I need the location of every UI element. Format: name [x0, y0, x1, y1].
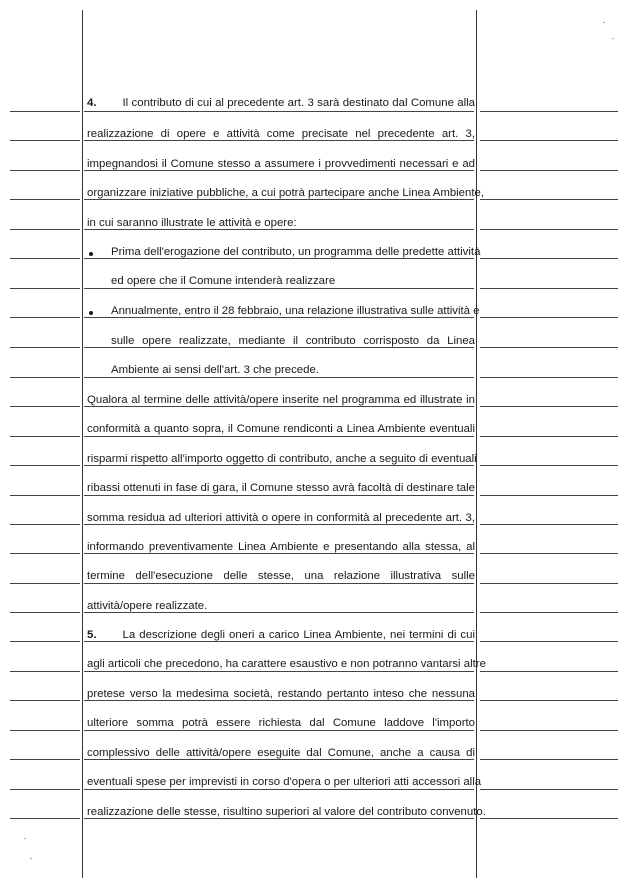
ruled-line	[10, 495, 80, 496]
paragraph-number: 4.	[87, 97, 97, 109]
left-margin-rule	[82, 10, 83, 878]
ruled-line	[480, 730, 618, 731]
ruled-line	[480, 671, 618, 672]
ruled-line	[10, 199, 80, 200]
paragraph-5-line: ulteriore somma potrà essere richiesta dal Comune laddove l'importo	[87, 717, 475, 729]
scan-speck	[24, 838, 26, 839]
paragraph-4-line: realizzazione di opere e attività come precisate nel precedente art. 3,	[87, 128, 475, 140]
ruled-line	[10, 818, 80, 819]
ruled-line	[84, 288, 474, 289]
ruled-line	[480, 759, 618, 760]
bullet-line: Annualmente, entro il 28 febbraio, una relazione illustrativa sulle attività e	[111, 305, 480, 317]
ruled-line	[480, 170, 618, 171]
paragraph-5-line: realizzazione delle stesse, risultino superiori al valore del contributo convenuto.	[87, 806, 486, 818]
paragraph-4-line: impegnandosi il Comune stesso a assumere i provvedimenti necessari e ad	[87, 158, 475, 170]
paragraph-line: termine dell'esecuzione delle stesse, una relazione illustrativa sulle	[87, 570, 475, 582]
scan-speck	[603, 22, 605, 23]
ruled-line	[480, 465, 618, 466]
paragraph-5-line: pretese verso la medesima società, restando pertanto inteso che nessuna	[87, 688, 475, 700]
ruled-line	[480, 229, 618, 230]
paragraph-4-line: organizzare iniziative pubbliche, a cui potrà partecipare anche Linea Ambiente,	[87, 187, 485, 199]
ruled-line	[10, 641, 80, 642]
bullet-line: Prima dell'erogazione del contributo, un programma delle predette attività	[111, 246, 481, 258]
scan-speck	[612, 38, 614, 39]
paragraph-line: somma residua ad ulteriori attività o opere in conformità al precedente art. 3,	[87, 512, 475, 524]
paragraph-number: 5.	[87, 629, 97, 641]
bullet-line: Ambiente ai sensi dell'art. 3 che precede.	[111, 364, 319, 376]
ruled-line	[84, 789, 474, 790]
ruled-line	[84, 495, 474, 496]
ruled-line	[480, 111, 618, 112]
ruled-line	[480, 641, 618, 642]
ruled-line	[10, 583, 80, 584]
ruled-line	[480, 789, 618, 790]
paragraph-line: ribassi ottenuti in fase di gara, il Comune stesso avrà facoltà di destinare tale	[87, 482, 475, 494]
ruled-line	[480, 436, 618, 437]
ruled-line	[84, 583, 474, 584]
ruled-line	[10, 553, 80, 554]
ruled-line	[10, 612, 80, 613]
ruled-line	[10, 759, 80, 760]
paragraph-5-line: agli articoli che precedono, ha carattere esaustivo e non potranno vantarsi altre	[87, 658, 486, 670]
ruled-line	[10, 436, 80, 437]
ruled-line	[480, 553, 618, 554]
ruled-line	[84, 377, 474, 378]
ruled-line	[10, 317, 80, 318]
paragraph-line: attività/opere realizzate.	[87, 600, 208, 612]
paragraph-line: informando preventivamente Linea Ambiente e presentando alla stessa, al	[87, 541, 475, 553]
ruled-line	[10, 347, 80, 348]
ruled-line	[84, 111, 474, 112]
ruled-line	[10, 258, 80, 259]
ruled-line	[480, 288, 618, 289]
paragraph-line: Qualora al termine delle attività/opere inserite nel programma ed illustrate in	[87, 394, 475, 406]
ruled-line	[480, 524, 618, 525]
paragraph-5-line: complessivo delle attività/opere eseguite dal Comune, anche a causa di	[87, 747, 475, 759]
ruled-line	[84, 730, 474, 731]
ruled-line	[84, 671, 474, 672]
ruled-line	[480, 140, 618, 141]
ruled-line	[480, 347, 618, 348]
ruled-line	[10, 170, 80, 171]
bullet-icon	[89, 311, 93, 315]
bullet-line: ed opere che il Comune intenderà realizzare	[111, 275, 336, 287]
paragraph-line: conformità a quanto sopra, il Comune rendiconti a Linea Ambiente eventuali	[87, 423, 475, 435]
ruled-line	[480, 199, 618, 200]
right-margin-rule	[476, 10, 477, 878]
ruled-line	[84, 436, 474, 437]
ruled-line	[10, 111, 80, 112]
paragraph-4-line: 4. Il contributo di cui al precedente art. 3 sarà destinato dal Comune alla	[87, 97, 475, 109]
ruled-line	[10, 406, 80, 407]
bullet-icon	[89, 252, 93, 256]
paragraph-4-line: in cui saranno illustrate le attività e opere:	[87, 217, 297, 229]
ruled-line	[480, 495, 618, 496]
ruled-line	[480, 258, 618, 259]
ruled-line	[10, 288, 80, 289]
paragraph-line: risparmi rispetto all'importo oggetto di contributo, anche a seguito di eventuali	[87, 453, 477, 465]
ruled-line	[480, 700, 618, 701]
ruled-line	[480, 612, 618, 613]
ruled-line	[10, 140, 80, 141]
paragraph-5-line: eventuali spese per imprevisti in corso d'opera o per ulteriori atti accessori alla	[87, 776, 482, 788]
bullet-line: sulle opere realizzate, mediante il contributo corrisposto da Linea	[111, 335, 475, 347]
ruled-line	[480, 317, 618, 318]
paragraph-5-line: 5. La descrizione degli oneri a carico Linea Ambiente, nei termini di cui	[87, 629, 475, 641]
ruled-line	[480, 406, 618, 407]
ruled-line	[10, 789, 80, 790]
ruled-line	[10, 671, 80, 672]
scan-speck	[30, 858, 32, 859]
ruled-line	[10, 229, 80, 230]
ruled-line	[10, 700, 80, 701]
ruled-line	[10, 377, 80, 378]
ruled-line	[480, 818, 618, 819]
ruled-line	[10, 465, 80, 466]
ruled-line	[480, 377, 618, 378]
ruled-line	[10, 524, 80, 525]
ruled-line	[10, 730, 80, 731]
ruled-line	[480, 583, 618, 584]
